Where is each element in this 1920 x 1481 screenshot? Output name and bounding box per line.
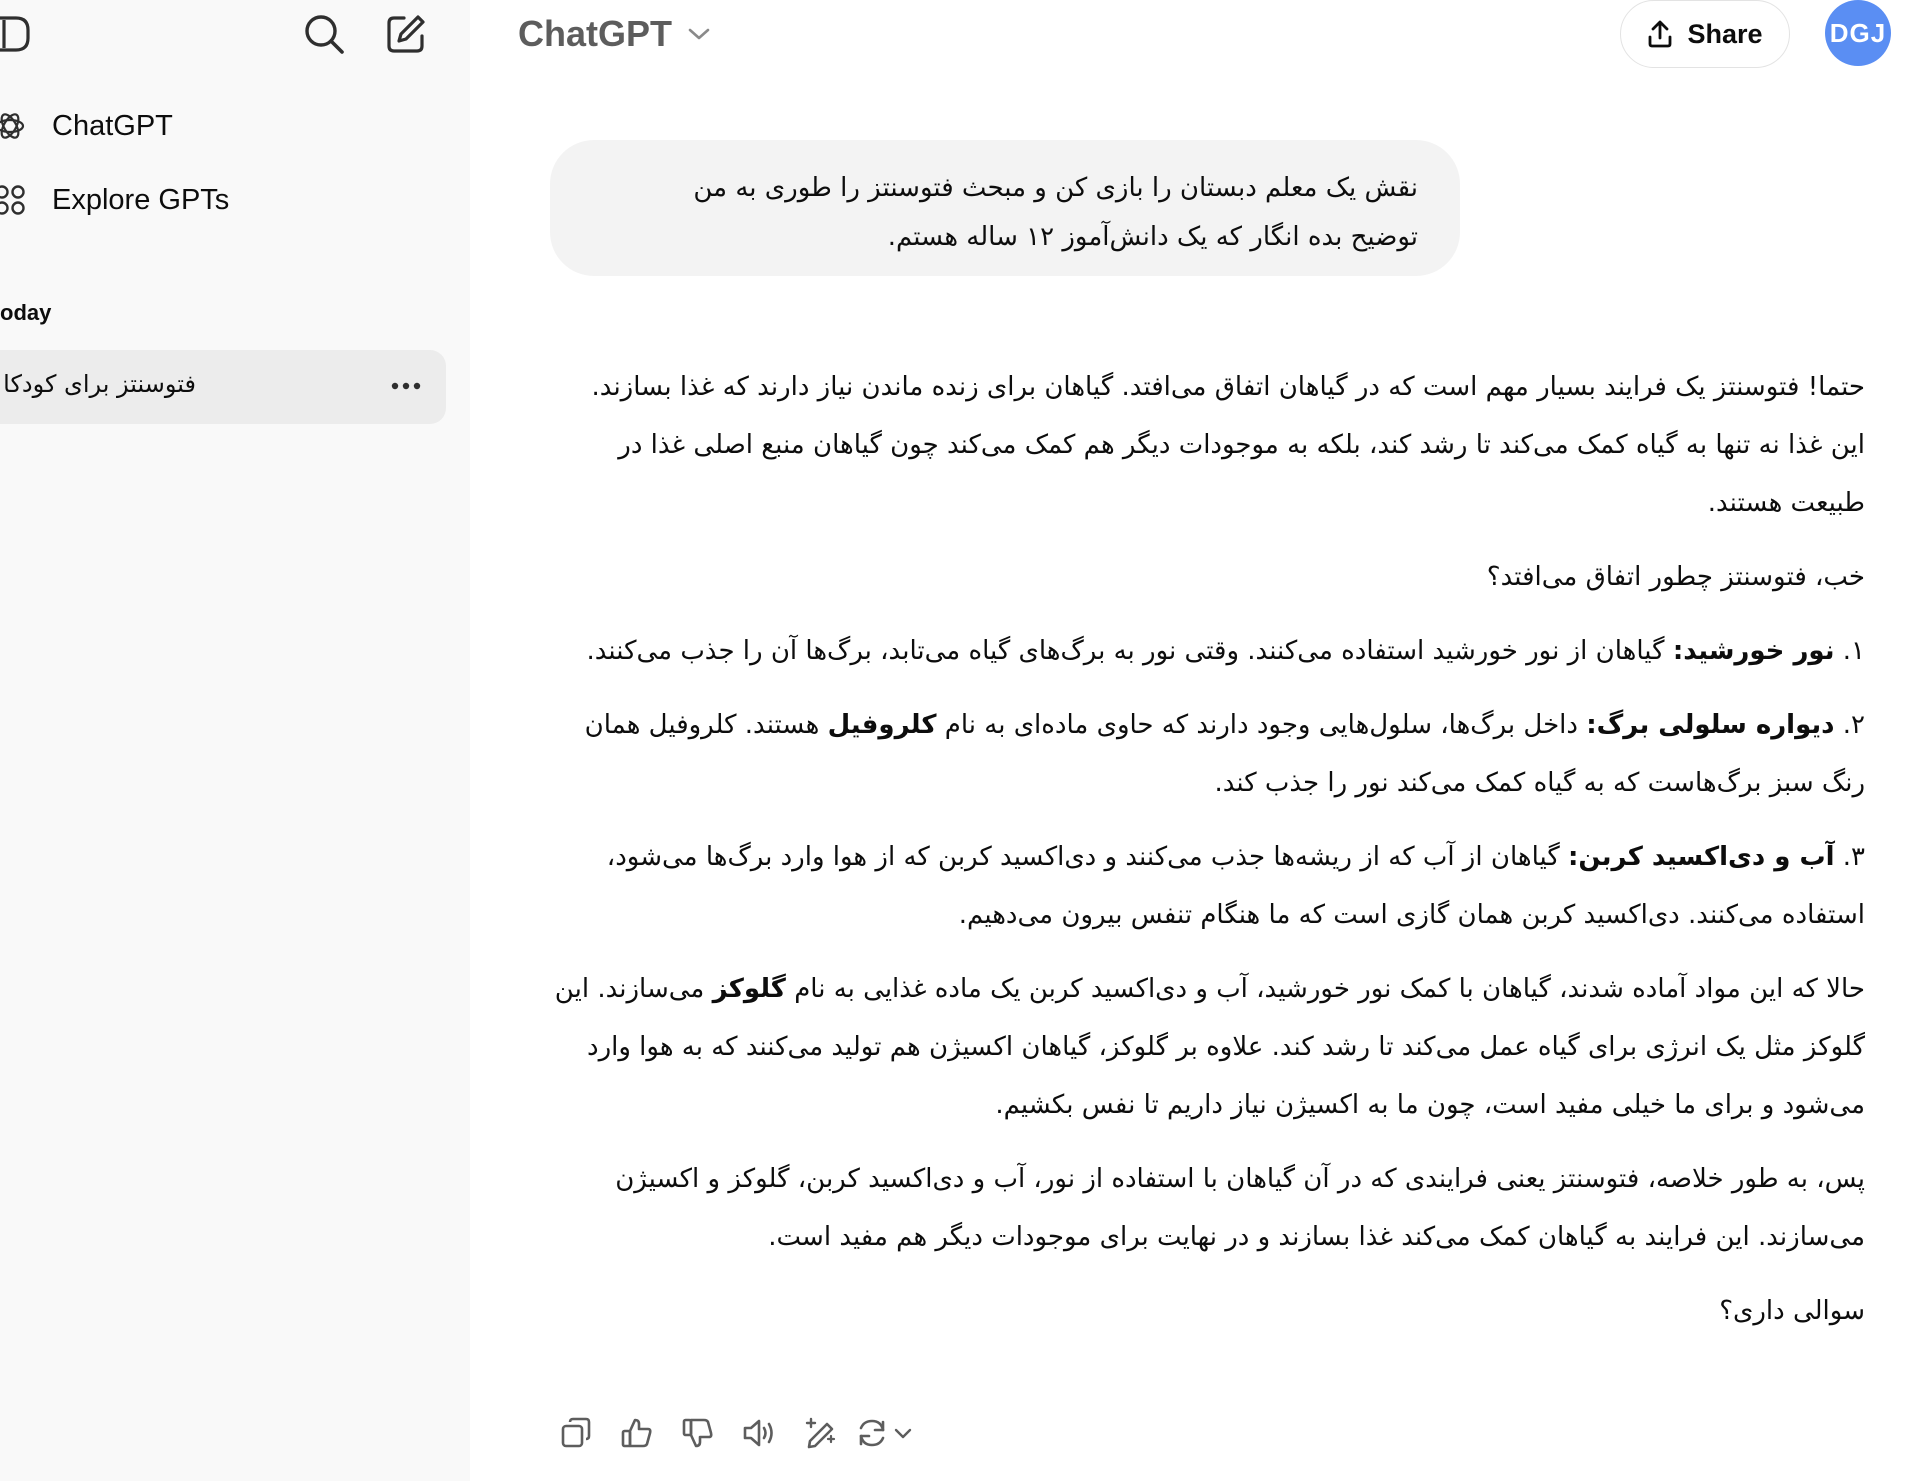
more-horizontal-icon: [391, 382, 421, 390]
thumbs-down-icon: [681, 1416, 715, 1450]
read-aloud-button[interactable]: [733, 1410, 785, 1456]
model-selector[interactable]: [518, 8, 710, 60]
main-panel: [470, 0, 1920, 1481]
toggle-sidebar-button[interactable]: [0, 12, 36, 56]
answer-paragraph: حتما! فتوسنتز یک فرایند بسیار مهم است که در گیاهان اتفاق می‌افتد. گیاهان برای زنده ماندن نیاز دارند که غذا بسازند. این غذا نه تنها به گیاه کمک می‌کند تا رشد کند، بلکه به موجودات دیگر هم کمک می‌کند چون گیاهان منبع اصلی غذا در طبیعت هستند.: [591, 372, 1865, 518]
answer-paragraph: پس، به طور خلاصه، فتوسنتز یعنی فرایندی که در آن گیاهان با استفاده از نور، آب و دی‌اکسید کربن، گلوکز و اکسیژن می‌سازند. این فرایند به گیاهان کمک می‌کند غذا بسازند و در نهایت برای موجودات دیگر هم مفید است.: [615, 1164, 1865, 1252]
openai-logo-icon: [0, 110, 26, 142]
thumbs-up-icon: [620, 1416, 654, 1450]
list-item-title: نور خورشید:: [1672, 636, 1835, 666]
new-chat-button[interactable]: [380, 8, 432, 60]
sidebar-toggle-icon: [0, 14, 34, 54]
sidebar-item-explore-gpts[interactable]: [0, 170, 440, 230]
paragraph-text: حالا که این مواد آماده شدند، گیاهان با کمک نور خورشید، آب و دی‌اکسید کربن یک ماده غذایی به نام: [794, 974, 1865, 1004]
list-item-text: هستند. کلروفیل همان رنگ سبز برگ‌هاست که به گیاه کمک می‌کند نور را جذب کند.: [584, 710, 1865, 798]
sidebar-item-label: ChatGPT: [52, 109, 173, 142]
paragraph-term: گلوکز: [712, 974, 786, 1004]
regenerate-button[interactable]: [855, 1416, 913, 1450]
sidebar-item-chatgpt[interactable]: [0, 96, 440, 156]
list-number: ۲.: [1842, 710, 1865, 740]
search-icon: [302, 12, 346, 56]
answer-paragraph: خب، فتوسنتز چطور اتفاق می‌افتد؟: [1486, 562, 1865, 592]
list-item-text: گیاهان از آب که از ریشه‌ها جذب می‌کنند و دی‌اکسید کربن که از هوا وارد برگ‌ها می‌شود، استفاده می‌کنند. دی‌اکسید کربن همان گازی است که ما هنگام تنفس بیرون می‌دهیم.: [606, 842, 1865, 930]
new-chat-icon: [384, 12, 428, 56]
grid-icon: [0, 184, 26, 216]
user-message-line: نقش یک معلم دبستان را بازی کن و مبحث فتوسنتز را طوری به من: [693, 173, 1418, 203]
paragraph-text: می‌سازند. این گلوکز مثل یک انرژی برای گیاه عمل می‌کند تا رشد کند. علاوه بر گلوکز، گیاهان اکسیژن هم تولید می‌کنند که به هوا وارد می‌شود و برای ما خیلی مفید است، چون ما به اکسیژن نیاز داریم تا نفس بکشیم.: [554, 974, 1865, 1120]
assistant-message: [550, 358, 1865, 1356]
answer-list-item: [550, 828, 1865, 944]
answer-list-item: [550, 622, 1865, 680]
edit-magic-icon: [802, 1416, 838, 1450]
sidebar-section-label: oday: [0, 300, 52, 325]
list-item-text: داخل برگ‌ها، سلول‌هایی وجود دارند که حاوی ماده‌ای به نام: [944, 710, 1578, 740]
chevron-down-icon: [893, 1426, 913, 1440]
chat-options-button[interactable]: [386, 368, 426, 404]
regenerate-icon: [855, 1416, 889, 1450]
edit-in-canvas-button[interactable]: [794, 1410, 846, 1456]
user-message: [550, 140, 1460, 276]
list-item-text: گیاهان از نور خورشید استفاده می‌کنند. وقتی نور به برگ‌های گیاه می‌تابد، برگ‌ها آن را جذب می‌کنند.: [586, 636, 1665, 666]
user-message-line: توضیح بده انگار که یک دانش‌آموز ۱۲ ساله هستم.: [887, 222, 1418, 252]
answer-list-item: [550, 696, 1865, 812]
message-action-bar: [550, 1410, 913, 1456]
bad-response-button[interactable]: [672, 1410, 724, 1456]
list-item-title: آب و دی‌اکسید کربن:: [1568, 842, 1835, 872]
chevron-down-icon: [688, 27, 710, 41]
sidebar: [0, 0, 470, 1481]
good-response-button[interactable]: [611, 1410, 663, 1456]
model-name: ChatGPT: [518, 13, 673, 54]
chat-title: فتوسنتز برای کودکا: [3, 370, 196, 398]
share-button[interactable]: [1620, 0, 1790, 68]
list-item-term: کلروفیل: [827, 710, 937, 740]
answer-paragraph: [550, 960, 1865, 1134]
sidebar-chat-item[interactable]: [0, 350, 446, 424]
avatar[interactable]: DGJ: [1825, 0, 1891, 66]
share-label: Share: [1687, 18, 1763, 49]
read-aloud-icon: [741, 1416, 777, 1450]
sidebar-item-label: Explore GPTs: [52, 183, 230, 216]
list-item-title: دیواره سلولی برگ:: [1586, 710, 1835, 740]
list-number: ۳.: [1842, 842, 1865, 872]
list-number: ۱.: [1842, 636, 1865, 666]
answer-paragraph: سوالی داری؟: [1719, 1296, 1865, 1326]
share-upload-icon: [1647, 20, 1673, 48]
copy-button[interactable]: [550, 1410, 602, 1456]
copy-icon: [559, 1416, 593, 1450]
search-button[interactable]: [298, 8, 350, 60]
